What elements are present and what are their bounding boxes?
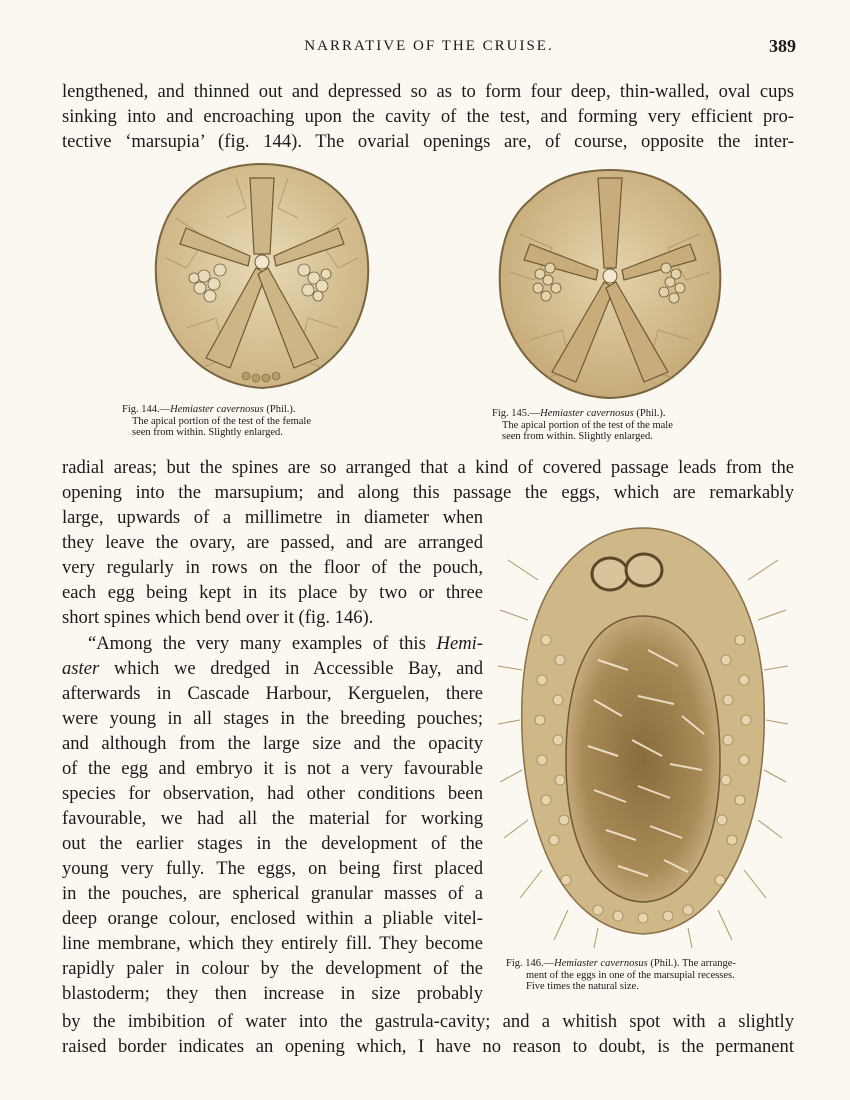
caption-species: Hemiaster cavernosus bbox=[554, 958, 648, 969]
caption-line: seen from within. Slightly enlarged. bbox=[132, 427, 283, 438]
text-line: each egg being kept in its place by two or three bbox=[62, 582, 483, 603]
figure-144-caption bbox=[122, 404, 372, 439]
text-line: blastoderm; they then increase in size probably bbox=[62, 983, 483, 1004]
page-number: 389 bbox=[769, 36, 796, 56]
text-line: short spines which bend over it (fig. 146). bbox=[62, 607, 374, 628]
text-line: sinking into and encroaching upon the cavity of the test, and forming very efficient pro- bbox=[62, 106, 794, 127]
text-line: very regularly in rows on the floor of the pouch, bbox=[62, 557, 483, 578]
caption-line: The apical portion of the test of the female bbox=[132, 415, 312, 427]
caption-authority: (Phil.). bbox=[633, 408, 666, 419]
running-head bbox=[62, 38, 796, 60]
text-line: of the egg and embryo it is not a very favourable bbox=[62, 758, 483, 779]
genus-name-part: aster bbox=[62, 658, 100, 679]
text-line: were young in all stages in the breeding pouches; bbox=[62, 708, 483, 729]
caption-authority: (Phil.). The arrange- bbox=[647, 958, 736, 969]
text-line: line membrane, which they entirely fill. They become bbox=[62, 933, 483, 954]
text-line: tective ‘marsupia’ (fig. 144). The ovarial openings are, of course, opposite the inter- bbox=[62, 131, 794, 152]
text-line: they leave the ovary, are passed, and are arranged bbox=[62, 532, 483, 553]
figure-144-illustration bbox=[146, 158, 378, 394]
caption-line: The apical portion of the test of the male bbox=[502, 419, 673, 431]
text-line: species for observation, had other conditions been bbox=[62, 783, 483, 804]
text-line bbox=[62, 657, 483, 681]
caption-label: Fig. 144.— bbox=[122, 404, 171, 415]
figure-145-caption bbox=[492, 408, 752, 443]
text-line: and although from the large size and the opacity bbox=[62, 733, 483, 754]
caption-species: Hemiaster cavernosus bbox=[170, 404, 264, 415]
running-title: NARRATIVE OF THE CRUISE. bbox=[304, 38, 554, 54]
figure-146-illustration bbox=[498, 520, 788, 950]
text-line: afterwards in Cascade Harbour, Kerguelen, there bbox=[62, 683, 483, 704]
text-line: large, upwards of a millimetre in diameter when bbox=[62, 507, 483, 528]
text-line: raised border indicates an opening which, I have no reason to doubt, is the permanent bbox=[62, 1036, 794, 1057]
text-line: radial areas; but the spines are so arranged that a kind of covered passage leads from the bbox=[62, 457, 794, 478]
genus-name-part: Hemi- bbox=[436, 633, 483, 654]
text-line: in the pouches, are spherical granular masses of a bbox=[62, 883, 483, 904]
text-line: opening into the marsupium; and along this passage the eggs, which are remarkably bbox=[62, 482, 794, 503]
text-line: rapidly paler in colour by the development of the bbox=[62, 958, 483, 979]
quote-opening: “Among the very many examples of this bbox=[88, 633, 437, 654]
text-line: favourable, we had all the material for working bbox=[62, 808, 483, 829]
caption-authority: (Phil.). bbox=[263, 404, 296, 415]
text-line: deep orange colour, enclosed within a pliable vitel- bbox=[62, 908, 483, 929]
quote-continuation: which we dredged in Accessible Bay, and bbox=[99, 658, 483, 679]
text-line: by the imbibition of water into the gastrula-cavity; and a whitish spot with a slightly bbox=[62, 1011, 794, 1032]
figure-145-illustration bbox=[494, 164, 726, 402]
caption-label: Fig. 146.— bbox=[506, 958, 555, 969]
text-line: out the earlier stages in the development of the bbox=[62, 833, 483, 854]
caption-label: Fig. 145.— bbox=[492, 408, 541, 419]
caption-line: Five times the natural size. bbox=[526, 981, 639, 992]
caption-line: seen from within. Slightly enlarged. bbox=[502, 431, 653, 442]
text-line: lengthened, and thinned out and depressed so as to form four deep, thin-walled, oval cups bbox=[62, 81, 794, 102]
text-line: young very fully. The eggs, on being first placed bbox=[62, 858, 483, 879]
caption-species: Hemiaster cavernosus bbox=[540, 408, 634, 419]
text-line bbox=[88, 632, 483, 656]
figure-146-caption bbox=[506, 958, 796, 993]
caption-line: ment of the eggs in one of the marsupial recesses. bbox=[526, 969, 735, 981]
